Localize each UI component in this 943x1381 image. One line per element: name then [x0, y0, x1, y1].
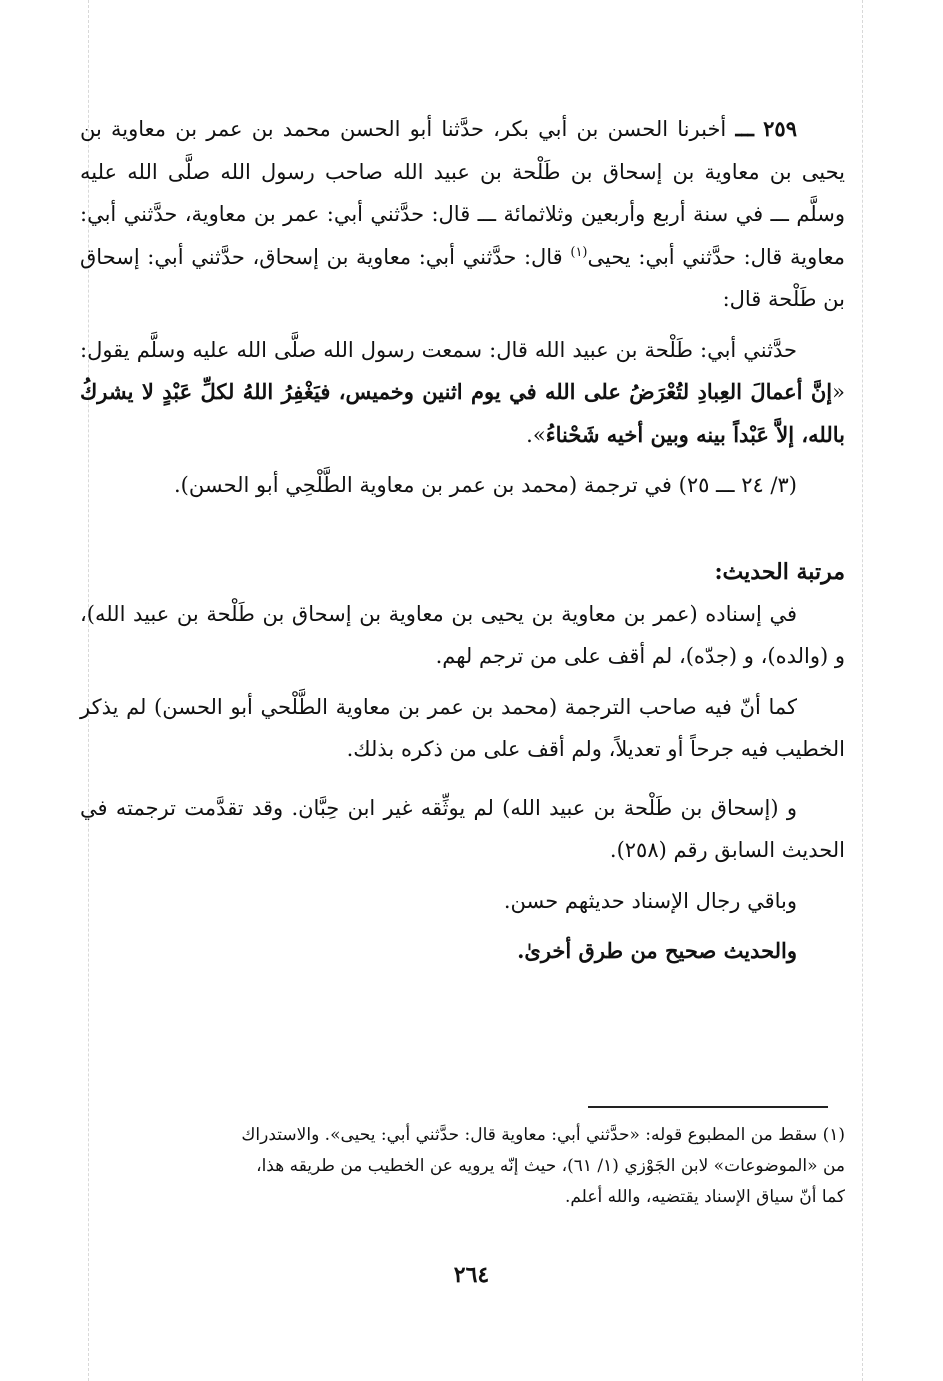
footnote-marker: (١): [570, 244, 588, 260]
document-body: [80, 108, 845, 973]
hadith-source: [80, 464, 845, 507]
hadith-number-dash: ـــ: [735, 116, 754, 141]
isnad-line-4-end: قال: حدَّثني: [462, 244, 563, 269]
matn-intro: يقول: «: [80, 337, 845, 404]
source-line-2: أبو الحسن).: [174, 473, 279, 497]
hadith-matn: [80, 329, 845, 457]
grading-para-5: والحديث صحيح من طرق أخرىٰ.: [517, 938, 797, 963]
matn-text: إنَّ أعمالَ العِبادِ لتُعْرَضُ على الله في يوم اثنين وخميس، فيَغْفِرُ اللهُ لكلِّ عَبْدٍ لا يشركُ بالله، إلاَّ عَبْداً بينه وبين أخيه شَحْناءُ: [80, 379, 845, 447]
hadith-number: ٢٥٩: [763, 116, 797, 141]
footnote-separator: [588, 1106, 828, 1108]
grading-para-2: كما أنّ فيه صاحب الترجمة (محمد بن عمر بن معاوية الطَّلْحي أبو الحسن) لم يذكر الخطيب فيه جرحاً أو تعديلاً، ولم أقف على من ذكره بذلك.: [80, 694, 845, 761]
grading-section: [80, 551, 845, 973]
hadith-isnad: [80, 108, 845, 321]
matn-line-1: حدَّثني أبي: طَلْحة بن عبيد الله قال: سمعت رسول الله صلَّى الله عليه وسلَّم: [136, 337, 797, 362]
grading-para-1: في إسناده (عمر بن معاوية بن يحيى بن معاوية بن إسحاق بن طَلْحة بن عبيد الله)، و (والده)، و (جدّه)، لم أقف على من ترجم لهم.: [80, 601, 845, 668]
page-number: ٢٦٤: [453, 1262, 490, 1288]
source-line-1: (٣/ ٢٤ ـــ ٢٥) في ترجمة (محمد بن عمر بن معاوية الطَّلْحِي: [285, 473, 797, 497]
grading-para-3: و (إسحاق بن طَلْحة بن عبيد الله) لم يوثِّقه غير ابن حِبَّان. وقد تقدَّمت ترجمته في الحديث السابق رقم (٢٥٨).: [80, 795, 845, 862]
isnad-line-3: صلَّى الله عليه وسلَّم ـــ في سنة أربع وأربعين وثلاثمائة ـــ قال: حدَّثني أبي:: [80, 159, 845, 226]
footnote-line-1: (١) سقط من المطبوع قوله: «حدَّثني أبي: معاوية قال: حدَّثني أبي: يحيى». والاستدراك: [241, 1125, 845, 1145]
isnad-line-1: أخبرنا الحسن بن أبي بكر، حدَّثنا أبو الحسن محمد بن عمر بن: [175, 117, 727, 141]
isnad-line-2: معاوية بن يحيى بن معاوية بن إسحاق بن طَلْحة بن عبيد الله صاحب رسول الله: [80, 117, 845, 184]
footnote-line-2: من «الموضوعات» لابن الجَوْزي (١/ ٦١)، حيث إنّه يرويه عن الخطيب من طريقه هذا،: [256, 1156, 845, 1176]
isnad-line-4: عمر بن معاوية، حدَّثني أبي: معاوية قال: حدَّثني أبي: يحيى: [80, 202, 845, 269]
matn-end: ».: [526, 422, 546, 447]
hadith-block: [80, 108, 845, 507]
isnad-line-5: أبي: معاوية بن إسحاق، حدَّثني أبي: إسحاق بن طَلْحة قال:: [80, 244, 845, 311]
grading-heading: مرتبة الحديث:: [714, 558, 845, 585]
footnote-line-3: كما أنّ سياق الإسناد يقتضيه، والله أعلم.: [564, 1187, 845, 1207]
footnotes: [80, 1120, 845, 1213]
grading-para-4: وباقي رجال الإسناد حديثهم حسن.: [503, 888, 797, 913]
